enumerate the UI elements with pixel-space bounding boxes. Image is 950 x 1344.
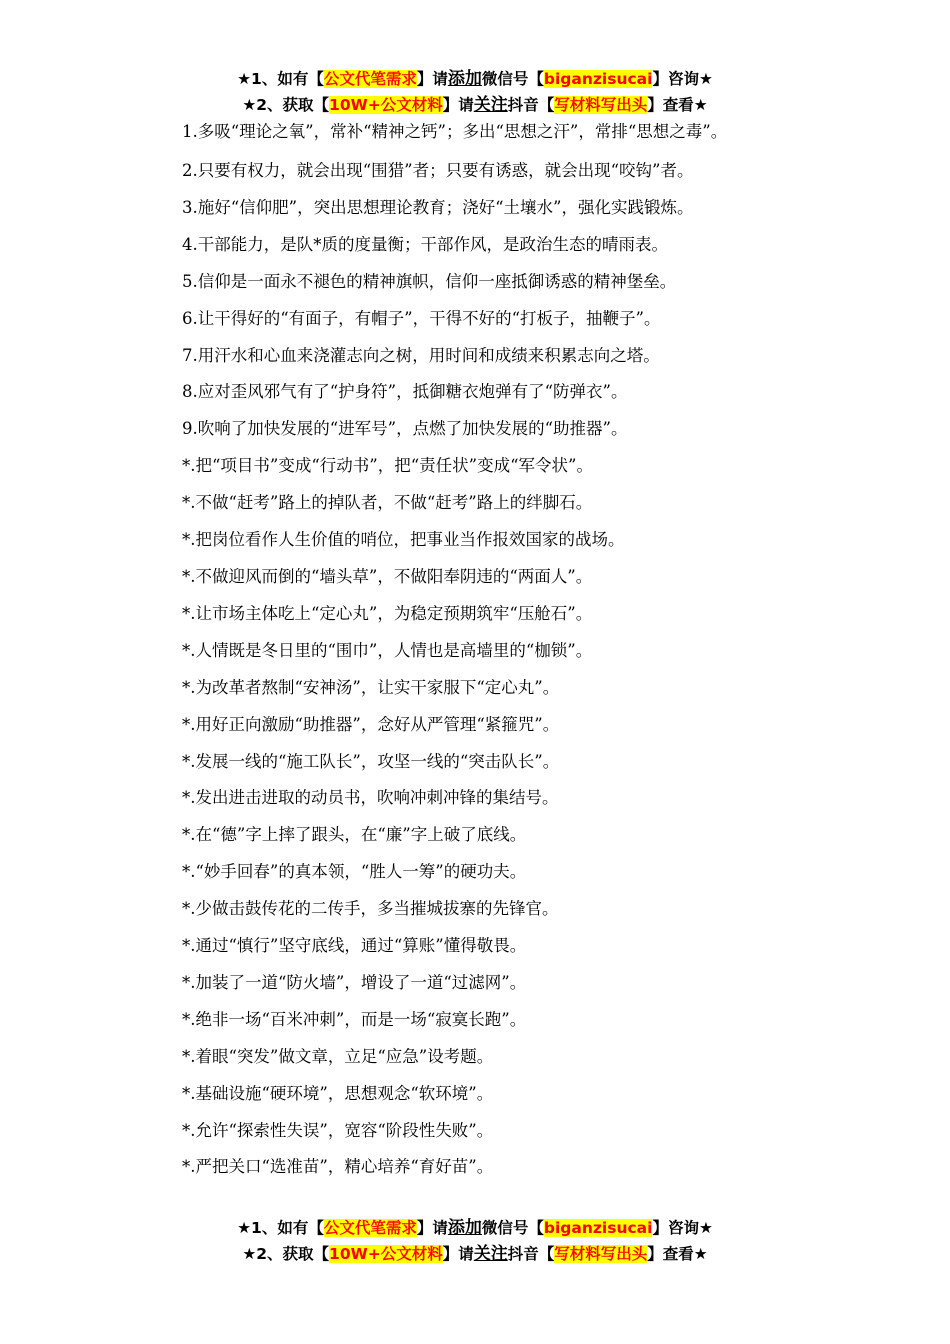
list-item: *.不做迎风而倒的“墙头草”，不做阳奉阴违的“两面人”。 (182, 566, 593, 586)
promo-line-1 (0, 1215, 950, 1241)
promo-text: 】请 (416, 1219, 448, 1237)
emphasis-follow: 关注 (473, 1244, 508, 1264)
list-item: 8.应对歪风邪气有了“护身符”，抵御糖衣炮弹有了“防弹衣”。 (182, 382, 628, 402)
highlight-wechat-id: biganzisucai (543, 1219, 653, 1237)
promo-text: 】咨询★ (652, 70, 713, 88)
list-item: *.少做击鼓传花的二传手，多当摧城拔寨的先锋官。 (182, 899, 559, 919)
highlight-douyin: 写材料写出头 (554, 96, 648, 114)
highlight-materials: 10W+公文材料 (329, 96, 443, 114)
list-item: 7.用汗水和心血来浇灌志向之树，用时间和成绩来积累志向之塔。 (182, 345, 660, 365)
promo-text: 2、获取【 (256, 96, 330, 114)
star-icon: ★ (237, 1219, 252, 1237)
promo-line-2 (0, 1241, 950, 1267)
list-item: 4.干部能力，是队*质的度量衡；干部作风，是政治生态的晴雨表。 (182, 234, 668, 254)
promo-text: 抖音【 (507, 1245, 555, 1263)
list-item: 6.让干得好的“有面子，有帽子”，干得不好的“打板子，抽鞭子”。 (182, 308, 661, 328)
promo-banner-top (0, 66, 950, 118)
list-item: *.发出进击进取的动员书，吹响冲刺冲锋的集结号。 (182, 788, 559, 808)
highlight-materials: 10W+公文材料 (329, 1245, 443, 1263)
list-item: 5.信仰是一面永不褪色的精神旗帜，信仰一座抵御诱惑的精神堡垒。 (182, 271, 677, 291)
highlight-douyin: 写材料写出头 (554, 1245, 648, 1263)
list-item: 2.只要有权力，就会出现“围猎”者；只要有诱惑，就会出现“咬钩”者。 (182, 161, 694, 180)
list-item: *.“妙手回春”的真本领，“胜人一筹”的硬功夫。 (182, 862, 527, 882)
promo-text: 】请 (416, 70, 448, 88)
emphasis-add: 添加 (447, 1218, 482, 1238)
highlight-service: 公文代笔需求 (323, 1219, 417, 1237)
highlight-service: 公文代笔需求 (323, 70, 417, 88)
promo-banner-bottom (0, 1215, 950, 1267)
list-item: *.基础设施“硬环境”，思想观念“软环境”。 (182, 1083, 494, 1103)
list-item: *.着眼“突发”做文章，立足“应急”设考题。 (182, 1046, 494, 1066)
list-item: *.严把关口“选准苗”，精心培养“育好苗”。 (182, 1157, 494, 1177)
emphasis-add: 添加 (447, 69, 482, 89)
list-item: *.在“德”字上摔了跟头，在“廉”字上破了底线。 (182, 825, 527, 845)
list-item: *.用好正向激励“助推器”，念好从严管理“紧箍咒”。 (182, 714, 560, 734)
list-item: *.把岗位看作人生价值的哨位，把事业当作报效国家的战场。 (182, 530, 625, 550)
list-item: *.让市场主体吃上“定心丸”，为稳定预期筑牢“压舱石”。 (182, 603, 593, 623)
phrase-list (146, 118, 810, 1186)
list-item: *.允许“探索性失误”，宽容“阶段性失败”。 (182, 1120, 494, 1140)
list-item: *.绝非一场“百米冲刺”，而是一场“寂寞长跑”。 (182, 1009, 527, 1029)
star-icon: ★ (237, 70, 252, 88)
promo-text: 】查看★ (647, 1245, 708, 1263)
star-icon: ★ (242, 1245, 257, 1263)
list-item: *.发展一线的“施工队长”，攻坚一线的“突击队长”。 (182, 751, 560, 771)
list-item: 1.多吸“理论之氧”，常补“精神之钙”；多出“思想之汗”，常排“思想之毒”。 (182, 122, 728, 141)
promo-text: 1、如有【 (251, 70, 324, 88)
list-item: 3.施好“信仰肥”，突出思想理论教育；浇好“土壤水”，强化实践锻炼。 (182, 197, 694, 217)
promo-text: 】查看★ (647, 96, 708, 114)
emphasis-follow: 关注 (473, 95, 508, 115)
promo-line-1 (0, 66, 950, 92)
promo-text: 1、如有【 (251, 1219, 324, 1237)
promo-text: 微信号【 (481, 1219, 544, 1237)
promo-line-2 (0, 92, 950, 118)
promo-text: 】请 (442, 1245, 474, 1263)
promo-text: 2、获取【 (256, 1245, 330, 1263)
list-item: *.不做“赶考”路上的掉队者，不做“赶考”路上的绊脚石。 (182, 493, 593, 513)
promo-text: 微信号【 (481, 70, 544, 88)
promo-text: 】咨询★ (652, 1219, 713, 1237)
list-item: 9.吹响了加快发展的“进军号”，点燃了加快发展的“助推器”。 (182, 419, 628, 439)
list-item: *.为改革者熬制“安神汤”，让实干家服下“定心丸”。 (182, 677, 560, 697)
list-item: *.通过“慎行”坚守底线，通过“算账”懂得敬畏。 (182, 936, 527, 956)
star-icon: ★ (242, 96, 257, 114)
promo-text: 】请 (442, 96, 474, 114)
promo-text: 抖音【 (507, 96, 555, 114)
list-item: *.把“项目书”变成“行动书”，把“责任状”变成“军令状”。 (182, 456, 593, 476)
highlight-wechat-id: biganzisucai (543, 70, 653, 88)
list-item: *.人情既是冬日里的“围巾”，人情也是高墙里的“枷锁”。 (182, 640, 593, 660)
list-item: *.加装了一道“防火墙”，增设了一道“过滤网”。 (182, 972, 527, 992)
